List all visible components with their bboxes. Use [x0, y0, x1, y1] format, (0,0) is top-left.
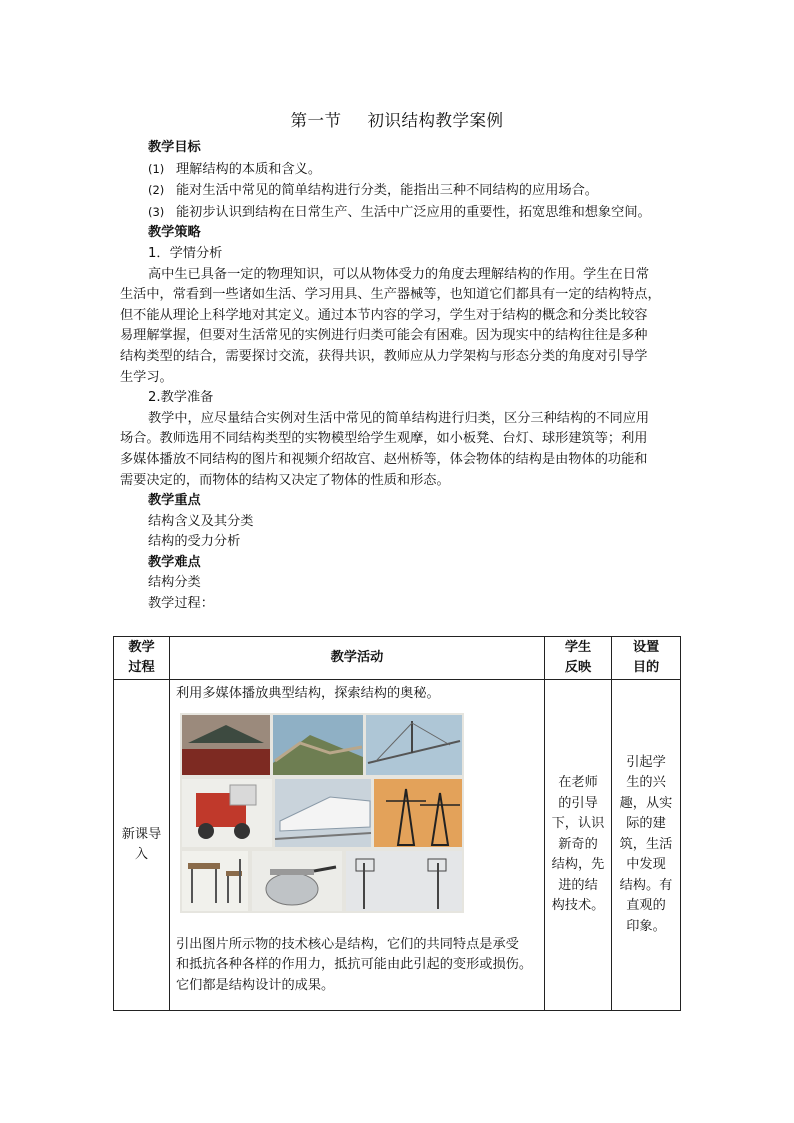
purpose-cell: 引起学 生的兴 趣，从实 际的建 筑，生活 中发现 结构。有 直观的 印象。: [612, 680, 681, 1011]
table-row: [114, 680, 681, 1011]
analysis-heading: 1．学情分析: [148, 245, 223, 261]
goal-item: (2) 能对生活中常见的简单结构进行分类，能指出三种不同结构的应用场合。: [148, 183, 598, 199]
title-name: 初识结构教学案例: [367, 111, 504, 130]
prep-line: 场合。教师选用不同结构类型的实物模型给学生观摩，如小板凳、台灯、球形建筑等；利用: [120, 431, 648, 447]
goal-item: (1) 理解结构的本质和含义。: [148, 161, 322, 177]
difficulty-item: 结构分类: [148, 575, 201, 591]
reaction-cell: 在老师 的引导 下，认识 新奇的 结构，先 进的结 构技术。: [545, 680, 612, 1011]
title-section: 第一节: [290, 111, 342, 130]
analysis-line: 易理解掌握，但要对生活常见的实例进行归类可能会有困难。因为现实中的结构往往是多种: [120, 328, 648, 344]
page-title: [0, 107, 794, 131]
activity-intro: 利用多媒体播放典型结构，探索结构的奥秘。: [176, 686, 440, 701]
prep-heading: 2.教学准备: [148, 390, 214, 406]
strategy-heading: 教学策略: [148, 225, 201, 241]
header-reaction: 学生 反映: [545, 637, 612, 680]
header-activity: 教学活动: [170, 637, 545, 680]
stage-cell: 新课导 入: [114, 680, 170, 1011]
difficulty-heading: 教学难点: [148, 554, 201, 570]
table-header-row: [114, 637, 681, 680]
activity-line: 它们都是结构设计的成果。: [176, 977, 335, 993]
prep-line: 需要决定的，而物体的结构又决定了物体的性质和形态。: [120, 472, 450, 488]
power-tower-picture: [374, 779, 462, 847]
typical-structures-photo: [180, 713, 464, 913]
process-label: 教学过程：: [148, 596, 214, 612]
goals-heading: 教学目标: [148, 140, 201, 155]
key-point-item: 结构含义及其分类: [148, 513, 254, 529]
analysis-line: 生活中，常看到一些诸如生活、学习用具、生产器械等，也知道它们都具有一定的结构特点，: [120, 287, 661, 303]
key-points-heading: 教学重点: [148, 493, 201, 509]
document-body: [120, 138, 680, 615]
activity-line: 和抵抗各种各样的作用力，抵抗可能由此引起的变形或损伤。: [176, 957, 533, 972]
goal-item: (3) 能初步认识到结构在日常生产、生活中广泛应用的重要性，拓宽思维和想象空间。: [148, 204, 651, 220]
analysis-line: 但不能从理论上科学地对其定义。通过本节内容的学习，学生对于结构的概念和分类比较容: [120, 307, 648, 323]
activity-cell: [170, 680, 545, 1011]
analysis-line: 高中生已具备一定的物理知识，可以从物体受力的角度去理解结构的作用。学生在日常: [148, 266, 650, 282]
analysis-line: 生学习。: [120, 369, 173, 385]
header-purpose: 设置 目的: [612, 637, 681, 680]
prep-line: 教学中，应尽量结合实例对生活中常见的简单结构进行归类，区分三种结构的不同应用: [148, 410, 650, 426]
prep-line: 多媒体播放不同结构的图片和视频介绍故宫、赵州桥等，体会物体的结构是由物体的功能和: [120, 451, 648, 467]
analysis-line: 结构类型的结合，需要探讨交流，获得共识，教师应从力学架构与形态分类的角度对引导学: [120, 348, 648, 364]
key-point-item: 结构的受力分析: [148, 534, 241, 550]
activity-line: 引出图片所示物的技术核心是结构，它们的共同特点是承受: [176, 936, 519, 952]
lesson-process-table: [113, 636, 681, 1011]
header-stage: 教学 过程: [114, 637, 170, 680]
